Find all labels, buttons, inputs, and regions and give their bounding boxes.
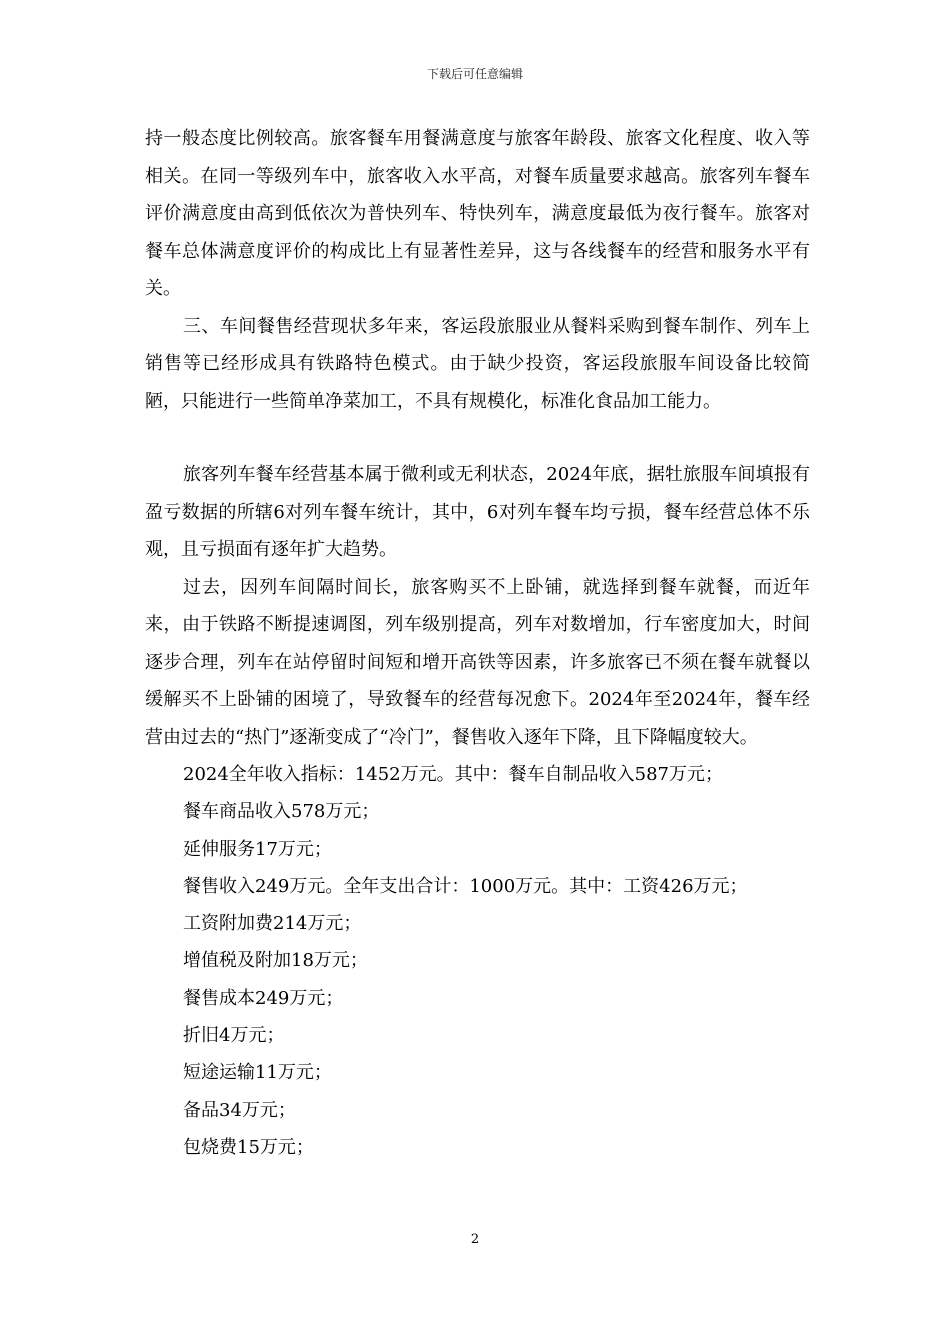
income-expense-list [145,756,810,1166]
list-item: 包烧费15万元； [183,1136,314,1158]
list-item: 工资附加费214万元； [183,913,362,935]
list-item: 餐售收入249万元。全年支出合计：1000万元。其中：工资426万元； [183,875,748,897]
paragraph-profit-status: 旅客列车餐车经营基本属于微利或无利状态，2024年底，据牡旅服车间填报有盈亏数据的所辖6对列车餐车统计，其中，6对列车餐车均亏损，餐车经营总体不乐观，且亏损面有逐年扩大趋势。 [145,464,810,560]
page-number: 2 [470,1232,480,1247]
document-body [145,120,810,1166]
page-header: 下载后可任意编辑 [426,67,523,81]
list-item: 餐车商品收入578万元； [183,801,380,823]
paragraph-satisfaction: 持一般态度比例较高。旅客餐车用餐满意度与旅客年龄段、旅客文化程度、收入等相关。在同一等级列车中，旅客收入水平高，对餐车质量要求越高。旅客列车餐车评价满意度由高到低依次为普快列车、特快列车，满意度最低为夜行餐车。旅客对餐车总体满意度评价的构成比上有显著性差异，这与各线餐车的经营和服务水平有关。 [145,128,810,299]
paragraph-current-status: 三、车间餐售经营现状多年来，客运段旅服业从餐料采购到餐车制作、列车上销售等已经形成具有铁路特色模式。由于缺少投资，客运段旅服车间设备比较简陋，只能进行一些简单净菜加工，不具有规模化，标准化食品加工能力。 [145,315,810,412]
paragraph-history: 过去，因列车间隔时间长，旅客购买不上卧铺，就选择到餐车就餐，而近年来，由于铁路不断提速调图，列车级别提高，列车对数增加，行车密度加大，时间逐步合理，列车在站停留时间短和增开高铁等因素，许多旅客已不须在餐车就餐以缓解买不上卧铺的困境了，导致餐车的经营每况愈下。2024年至2024年，餐车经营由过去的“热门”逐渐变成了“冷门”，餐售收入逐年下降，且下降幅度较大。 [145,576,810,748]
list-item: 延伸服务17万元； [183,838,332,860]
list-item: 2024全年收入指标：1452万元。其中：餐车自制品收入587万元； [183,764,723,785]
list-item: 餐售成本249万元； [183,987,344,1009]
list-item: 折旧4万元； [183,1025,285,1047]
list-item: 短途运输11万元； [183,1062,332,1084]
list-item: 备品34万元； [183,1099,296,1121]
list-item: 增值税及附加18万元； [183,950,368,972]
